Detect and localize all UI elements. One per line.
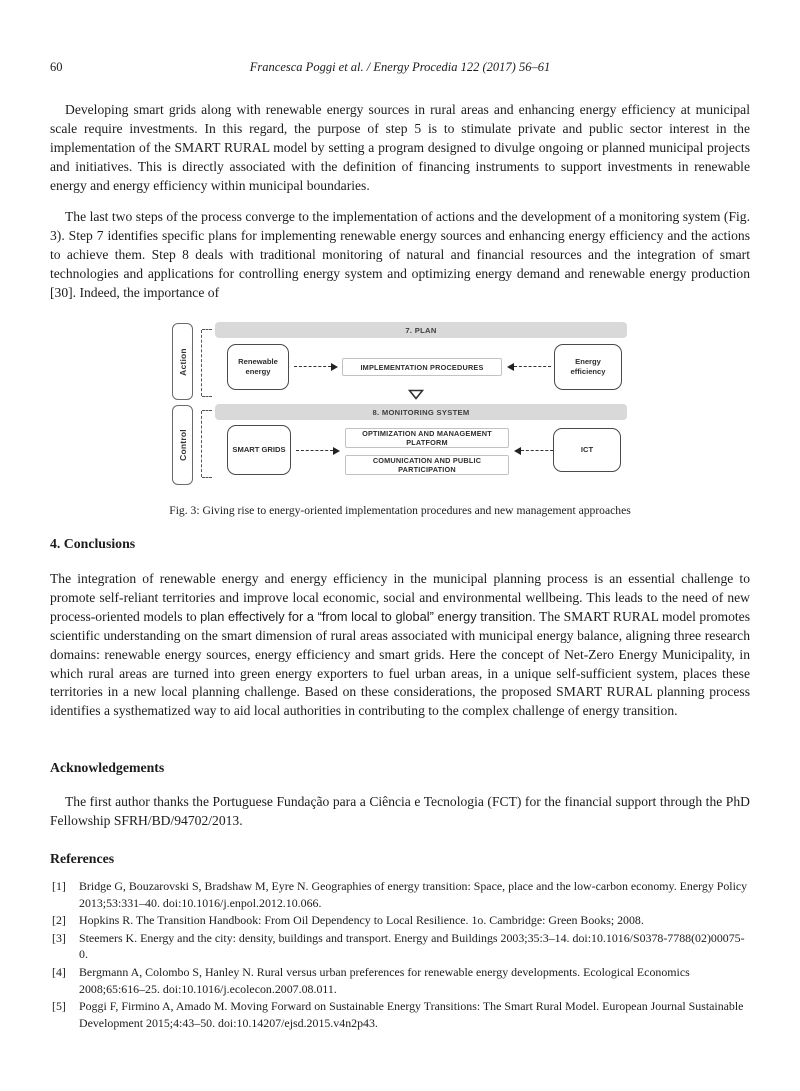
smart-grids-node: SMART GRIDS xyxy=(227,425,291,475)
control-label: Control xyxy=(177,429,188,461)
action-label: Action xyxy=(177,347,188,376)
body-paragraph-1: Developing smart grids along with renewable energy sources in rural areas and enhancing energy efficiency at municipal scale require investments. In this regard, the purpose of step 5 is to stimulate private and public sector interest in the implementation of the SMART RURAL model by setting a program designed to divulge ongoing or planned municipal projects and initiatives. This is directly associated with the definition of financing instruments to support investments in renewable energy and energy efficiency within municipal boundaries. xyxy=(50,102,750,193)
renewable-energy-node: Renewable energy xyxy=(227,344,289,390)
acknowledgements-paragraph: The first author thanks the Portuguese Fundação para a Ciência e Tecnologia (FCT) for the financial support through the PhD Fellowship SFRH/BD/94702/2013. xyxy=(50,794,750,828)
arrow-shaft xyxy=(514,366,551,367)
arrow-head xyxy=(514,447,521,455)
reference-label: [4] xyxy=(52,964,66,979)
reference-item xyxy=(52,998,752,1031)
reference-label: [3] xyxy=(52,930,66,945)
reference-text: Steemers K. Energy and the city: density, buildings and transport. Energy and Buildings 2003;35:3–14. doi:10.1016/S0378-7788(02)00075-0. xyxy=(79,930,745,962)
reference-text: Hopkins R. The Transition Handbook: From Oil Dependency to Local Resilience. 1o. Cambridge: Green Books; 2008. xyxy=(79,913,644,928)
reference-item xyxy=(52,964,752,997)
optimization-platform-box: OPTIMIZATION AND MANAGEMENT PLATFORM xyxy=(345,428,509,448)
arrow-head xyxy=(507,363,514,371)
page-header xyxy=(50,60,750,75)
reference-text: Bridge G, Bouzarovski S, Bradshaw M, Eyre N. Geographies of energy transition: Space, place and the low-carbon economy. Energy Policy 2013;53:331–40. doi:10.1016/j.enpol.2012.10.066. xyxy=(79,879,748,910)
monitoring-bar: 8. MONITORING SYSTEM xyxy=(215,404,627,420)
references-heading: References xyxy=(50,851,115,866)
action-bracket xyxy=(201,330,213,396)
implementation-procedures-box: IMPLEMENTATION PROCEDURES xyxy=(342,358,502,376)
running-head: Francesca Poggi et al. / Energy Procedia 122 (2017) 56–61 xyxy=(249,60,551,74)
page-number: 60 xyxy=(50,60,63,74)
conclusions-sans-phrase: plan effectively for a “from local to global” energy transition. xyxy=(200,608,536,624)
figure-3-diagram xyxy=(170,318,632,490)
reference-label: [2] xyxy=(52,913,66,928)
acknowledgements-heading: Acknowledgements xyxy=(50,760,165,775)
conclusions-lead: The integration of renewable energy and energy efficiency in the municipal planning process is an essential challenge to promote self-reliant territories and improve local economic, social and environmental wellbeing. This leads to the need of new process-oriented models to xyxy=(50,571,750,624)
dashed-arrow-left-icon xyxy=(507,362,551,371)
energy-efficiency-node: Energy efficiency xyxy=(554,344,622,390)
comunication-participation-box: COMUNICATION AND PUBLIC PARTICIPATION xyxy=(345,455,509,475)
control-bracket xyxy=(201,411,213,477)
arrow-shaft xyxy=(296,450,333,451)
reference-label: [5] xyxy=(52,999,66,1014)
reference-label: [1] xyxy=(52,879,66,893)
reference-text: Poggi F, Firmino A, Amado M. Moving Forward on Sustainable Energy Transitions: The Smart Rural Model. European Journal Sustainable Development 2015;4:43–50. doi:10.14207/ejsd.2015.v4n2p43. xyxy=(79,999,744,1030)
arrow-head xyxy=(333,447,340,455)
dashed-arrow-left-icon xyxy=(514,446,558,455)
reference-item xyxy=(52,878,752,911)
control-label-box xyxy=(172,405,193,485)
dashed-arrow-right-icon xyxy=(294,362,338,371)
plan-bar: 7. PLAN xyxy=(215,322,627,338)
reference-item xyxy=(52,912,752,929)
ict-node: ICT xyxy=(553,428,621,472)
figure-caption: Fig. 3: Giving rise to energy-oriented implementation procedures and new management approaches xyxy=(169,504,631,517)
dashed-arrow-right-icon xyxy=(296,446,340,455)
conclusions-paragraph xyxy=(50,570,750,721)
references-list xyxy=(52,878,752,1032)
down-triangle-icon xyxy=(408,389,424,400)
body-paragraph-2: The last two steps of the process converge to the implementation of actions and the development of a monitoring system (Fig. 3). Step 7 identifies specific plans for implementing renewable energy sources and enhancing energy efficiency and the actions to achieve them. Step 8 deals with traditional monitoring of natural and financial resources and the integration of smart technologies and applications for controlling energy system and optimizing energy demand and renewable energy production [30]. Indeed, the importance of xyxy=(50,209,750,300)
action-label-box xyxy=(172,323,193,400)
arrow-head xyxy=(331,363,338,371)
conclusions-heading: 4. Conclusions xyxy=(50,536,136,551)
conclusions-rest: The SMART RURAL model promotes scientific understanding on the smart dimension of rural areas associated with municipal energy balance, aligning three research domains: renewable energy sources, energy efficiency and smart grids. Here the concept of Net-Zero Energy Municipality, in which rural areas are turned into green energy exporters to fuel urban areas, in a unique self-sufficient system, places these territories in a new local planning challenge. Based on these considerations, the proposed SMART RURAL planning process identifies a systhematized way to aid local authorities in contributing to the complex challenge of energy transition. xyxy=(50,608,751,719)
reference-text: Bergmann A, Colombo S, Hanley N. Rural versus urban preferences for renewable energy developments. Ecological Economics 2008;65:616–25. doi:10.1016/j.ecolecon.2007.08.011. xyxy=(79,964,690,996)
reference-item xyxy=(52,930,752,963)
arrow-shaft xyxy=(294,366,331,367)
